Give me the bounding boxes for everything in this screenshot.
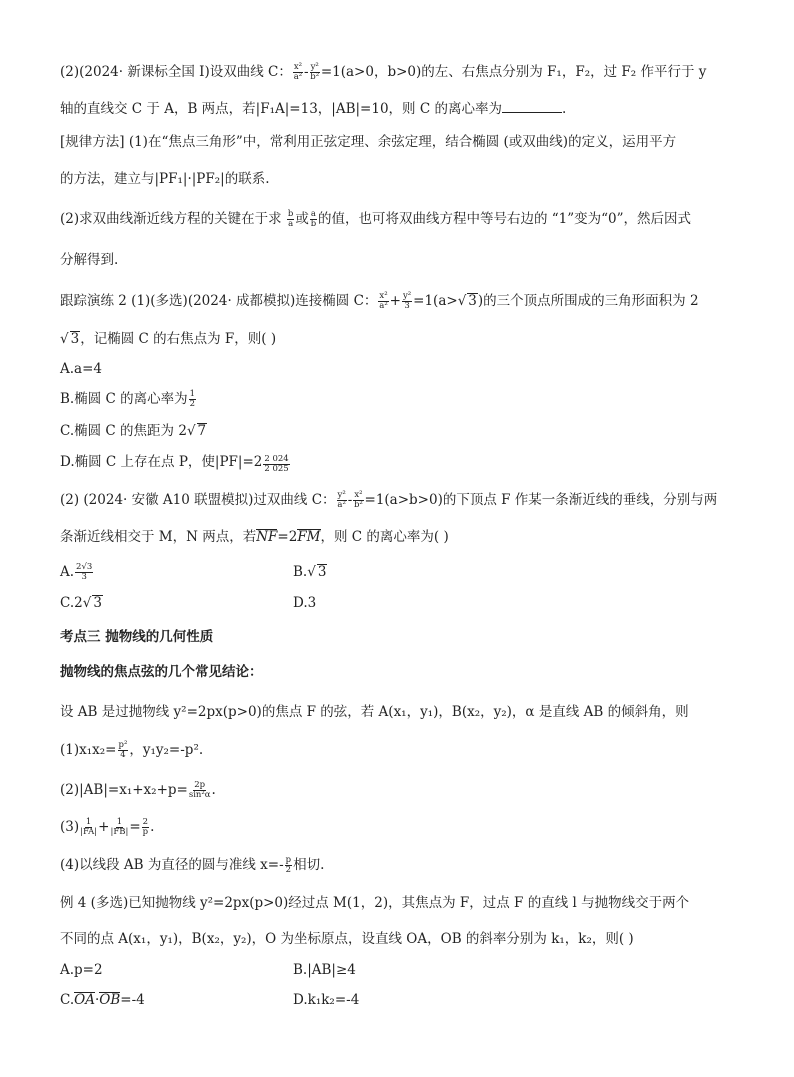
option-d[interactable]: D.k₁k₂=-4 (293, 992, 360, 1008)
option-a[interactable]: A.a=4 (60, 361, 102, 377)
conclusion-4: (4)以线段 AB 为直径的圆与准线 x=- $\frac{p}{2}$ 相切. (60, 855, 325, 875)
example-4-line-2: 不同的点 A(x₁，y₁)，B(x₂，y₂)，O 为坐标原点，设直线 OA，OB 的斜率分别为 k₁，k₂，则( ) (60, 931, 634, 947)
section-heading: 考点三 抛物线的几何性质 (60, 629, 214, 645)
fraction-1-fb: $\frac{1}{|FB|}$ (110, 817, 129, 837)
fraction-2p-sin2a: $\frac{2p}{\text{sin²α}}$ (188, 780, 211, 800)
vector-oa: OA (74, 992, 95, 1008)
method-line-3: (2)求双曲线渐近线方程的关键在于求 $\frac{b}{a}$ 或 $\frac{a}{b}$ 的值，也可将双曲线方程中等号右边的 “1”变为“0”，然后因式 (60, 209, 692, 229)
fraction-2sqrt3-3: $\frac{2√3}{3}$ (76, 562, 93, 582)
sqrt-3: 3 (468, 293, 477, 309)
fraction-b-a: $\frac{b}{a}$ (287, 209, 294, 229)
fraction-1-fa: $\frac{1}{|FA|}$ (80, 817, 98, 837)
vector-ob: OB (99, 992, 121, 1008)
exercise-2b-line-2: 条渐近线相交于 M，N 两点，若NF=2FM，则 C 的离心率为( ) (60, 529, 449, 545)
fraction-2-p: $\frac{2}{p}$ (142, 817, 149, 837)
exercise-2-line-2: √ 3，记椭圆 C 的右焦点为 F，则( ) (60, 331, 277, 347)
exercise-2b-line-1: (2) (2024· 安徽 A10 联盟模拟)过双曲线 C： $\frac{\text{y²}}{\text{a²}}$ - $\frac{\text{x²}}{\text{b²}}$ =1(a>b>0)的下顶点 F 作某一条渐近线的垂线，分别与两 (60, 490, 718, 510)
problem-2-line-1: (2)(2024· 新课标全国 Ⅰ)设双曲线 C： $\frac{\text{x²}}{\text{a²}}$ - $\frac{\text{y²}}{\text{b²}}$ =1(a>0，b>0)的左、右焦点分别为 F₁，F₂，过 F₂ 作平行于 y (60, 62, 707, 82)
option-b[interactable]: B.椭圆 C 的离心率为 $\frac{1}{2}$ (60, 389, 196, 409)
conclusion-1: (1)x₁x₂= $\frac{\text{p²}}{4}$ ，y₁y₂=-p². (60, 740, 204, 760)
problem-2-line-2: 轴的直线交 C 于 A，B 两点，若|F₁A|=13，|AB|=10，则 C 的离心率为 . (60, 101, 567, 117)
example-4-line-1: 例 4 (多选)已知抛物线 y²=2px(p>0)经过点 M(1，2)，其焦点为 F，过点 F 的直线 l 与抛物线交于两个 (60, 895, 690, 911)
fraction-1-2: $\frac{1}{2}$ (189, 389, 196, 409)
subsection-heading: 抛物线的焦点弦的几个常见结论： (60, 664, 263, 680)
fraction-a-b: $\frac{a}{b}$ (310, 209, 317, 229)
setup-text: 设 AB 是过抛物线 y²=2px(p>0)的焦点 F 的弦，若 A(x₁，y₁)，B(x₂，y₂)，α 是直线 AB 的倾斜角，则 (60, 704, 689, 720)
method-line-4: 分解得到. (60, 252, 119, 268)
option-c[interactable]: C.2√ 3 (60, 595, 102, 611)
vector-fm: FM (297, 529, 321, 545)
sqrt-3: 3 (70, 331, 80, 347)
fraction-p2-4: $\frac{\text{p²}}{4}$ (118, 740, 128, 760)
conclusion-2: (2)|AB|=x₁+x₂+p= $\frac{2p}{\text{sin²α}}$ . (60, 780, 216, 800)
option-d[interactable]: D.3 (293, 595, 317, 611)
exercise-2-line-1: 跟踪演练 2 (1)(多选)(2024· 成都模拟)连接椭圆 C： $\frac{\text{x²}}{\text{a²}}$ + $\frac{\text{y²}}{3}$ =1(a>√ 3)的三个顶点所围成的三角形面积为 2 (60, 291, 699, 311)
option-c[interactable]: C.OA·OB=-4 (60, 992, 145, 1008)
text-run: =1(a>0，b>0)的左、右焦点分别为 F₁，F₂，过 F₂ 作平行于 y (320, 64, 707, 80)
option-a[interactable]: A.p=2 (60, 962, 103, 978)
option-b[interactable]: B.√ 3 (293, 564, 327, 580)
fraction-2024-2025: $\frac{2 024}{2 025}$ (264, 453, 289, 474)
option-c[interactable]: C.椭圆 C 的焦距为 2√ 7 (60, 423, 207, 439)
conclusion-3: (3) $\frac{1}{|FA|}$ + $\frac{1}{|FB|}$ = $\frac{2}{p}$ . (60, 817, 155, 837)
method-line-2: 的方法，建立与|PF₁|·|PF₂|的联系. (60, 171, 270, 187)
option-b[interactable]: B.|AB|≥4 (293, 962, 356, 978)
fraction-x2-a2: $\frac{\text{x²}}{\text{a²}}$ (293, 62, 303, 82)
fraction-x2-b2: $\frac{\text{x²}}{\text{b²}}$ (353, 490, 363, 510)
fraction-y2-b2: $\frac{\text{y²}}{\text{b²}}$ (310, 62, 320, 82)
vector-nf: NF (256, 529, 278, 545)
fraction-y2-3: $\frac{\text{y²}}{3}$ (402, 291, 412, 311)
fraction-x2-a2: $\frac{\text{x²}}{\text{a²}}$ (379, 291, 388, 311)
answer-blank[interactable] (502, 100, 562, 113)
text-run: (2)(2024· 新课标全国 Ⅰ)设双曲线 C： (60, 64, 292, 80)
fraction-p-2: $\frac{p}{2}$ (285, 855, 292, 875)
option-a[interactable]: A. $\frac{2√3}{3}$ (60, 562, 93, 582)
sqrt-7: 7 (197, 423, 207, 439)
option-d[interactable]: D.椭圆 C 上存在点 P，使|PF|=2 $\frac{2 024}{2 025}$ (60, 453, 289, 474)
method-line-1: [规律方法] (1)在“焦点三角形”中，常利用正弦定理、余弦定理，结合椭圆 (或双曲线)的定义，运用平方 (60, 134, 677, 150)
fraction-y2-a2: $\frac{\text{y²}}{\text{a²}}$ (337, 490, 346, 510)
